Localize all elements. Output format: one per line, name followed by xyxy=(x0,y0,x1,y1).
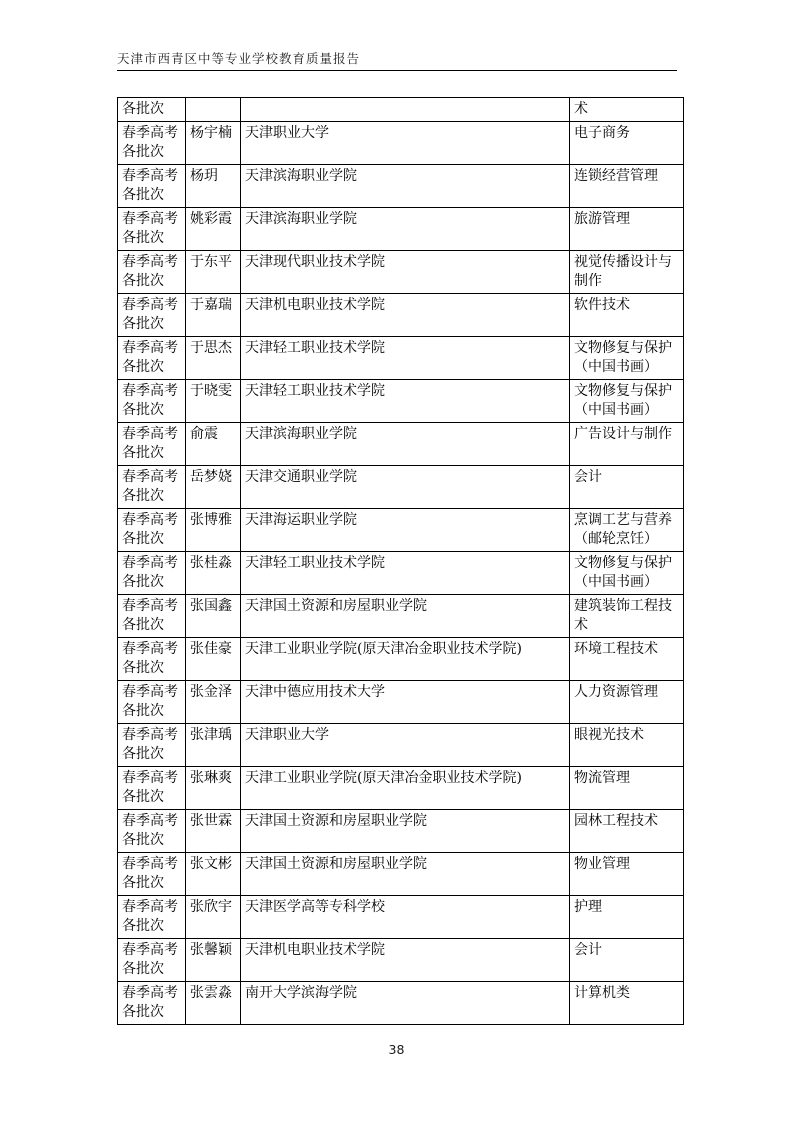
cell-batch: 春季高考各批次 xyxy=(118,853,186,896)
admission-results-table xyxy=(117,97,684,1025)
report-title: 天津市西青区中等专业学校教育质量报告 xyxy=(117,51,361,66)
table-row xyxy=(118,208,684,251)
cell-college: 天津工业职业学院(原天津冶金职业技术学院) xyxy=(241,638,570,681)
cell-batch: 春季高考各批次 xyxy=(118,982,186,1025)
cell-major: 旅游管理 xyxy=(570,208,684,251)
cell-major: 文物修复与保护（中国书画） xyxy=(570,337,684,380)
cell-major: 文物修复与保护（中国书画） xyxy=(570,552,684,595)
header-rule xyxy=(117,70,677,71)
cell-name: 杨玥 xyxy=(186,165,241,208)
cell-name xyxy=(186,98,241,122)
cell-batch: 春季高考各批次 xyxy=(118,896,186,939)
cell-major: 电子商务 xyxy=(570,122,684,165)
table-row xyxy=(118,982,684,1025)
cell-major: 连锁经营管理 xyxy=(570,165,684,208)
cell-major: 园林工程技术 xyxy=(570,810,684,853)
cell-college xyxy=(241,98,570,122)
cell-college: 天津滨海职业学院 xyxy=(241,165,570,208)
results-table-body xyxy=(118,98,684,1025)
cell-college: 天津国土资源和房屋职业学院 xyxy=(241,595,570,638)
cell-batch: 春季高考各批次 xyxy=(118,595,186,638)
cell-college: 天津国土资源和房屋职业学院 xyxy=(241,810,570,853)
cell-batch: 春季高考各批次 xyxy=(118,337,186,380)
table-row xyxy=(118,165,684,208)
cell-batch: 春季高考各批次 xyxy=(118,552,186,595)
cell-college: 天津职业大学 xyxy=(241,724,570,767)
table-row-continuation xyxy=(118,98,684,122)
cell-name: 张桂淼 xyxy=(186,552,241,595)
table-row xyxy=(118,552,684,595)
table-row xyxy=(118,939,684,982)
cell-batch: 春季高考各批次 xyxy=(118,251,186,294)
cell-major: 视觉传播设计与制作 xyxy=(570,251,684,294)
cell-name: 于思杰 xyxy=(186,337,241,380)
cell-college: 天津中德应用技术大学 xyxy=(241,681,570,724)
cell-batch: 春季高考各批次 xyxy=(118,810,186,853)
cell-batch: 春季高考各批次 xyxy=(118,208,186,251)
cell-major: 烹调工艺与营养（邮轮烹饪） xyxy=(570,509,684,552)
table-row xyxy=(118,251,684,294)
cell-major: 人力资源管理 xyxy=(570,681,684,724)
cell-batch: 春季高考各批次 xyxy=(118,165,186,208)
cell-name: 张佳豪 xyxy=(186,638,241,681)
cell-name: 于晓雯 xyxy=(186,380,241,423)
cell-major: 会计 xyxy=(570,939,684,982)
table-row xyxy=(118,681,684,724)
table-row xyxy=(118,380,684,423)
table-row xyxy=(118,466,684,509)
cell-college: 天津海运职业学院 xyxy=(241,509,570,552)
cell-college: 天津轻工职业技术学院 xyxy=(241,380,570,423)
cell-college: 天津机电职业技术学院 xyxy=(241,294,570,337)
cell-major: 物业管理 xyxy=(570,853,684,896)
cell-major: 术 xyxy=(570,98,684,122)
cell-batch: 春季高考各批次 xyxy=(118,294,186,337)
cell-college: 天津职业大学 xyxy=(241,122,570,165)
cell-name: 张文彬 xyxy=(186,853,241,896)
cell-batch: 春季高考各批次 xyxy=(118,122,186,165)
cell-college: 天津交通职业学院 xyxy=(241,466,570,509)
table-row xyxy=(118,509,684,552)
cell-name: 张馨颖 xyxy=(186,939,241,982)
cell-name: 张世霖 xyxy=(186,810,241,853)
cell-college: 天津机电职业技术学院 xyxy=(241,939,570,982)
cell-major: 物流管理 xyxy=(570,767,684,810)
cell-name: 张欣宇 xyxy=(186,896,241,939)
cell-college: 天津轻工职业技术学院 xyxy=(241,337,570,380)
table-row xyxy=(118,767,684,810)
table-row xyxy=(118,423,684,466)
cell-major: 会计 xyxy=(570,466,684,509)
cell-name: 于东平 xyxy=(186,251,241,294)
cell-batch: 各批次 xyxy=(118,98,186,122)
cell-major: 文物修复与保护（中国书画） xyxy=(570,380,684,423)
cell-college: 天津工业职业学院(原天津冶金职业技术学院) xyxy=(241,767,570,810)
cell-college: 天津滨海职业学院 xyxy=(241,423,570,466)
cell-name: 姚彩霞 xyxy=(186,208,241,251)
cell-batch: 春季高考各批次 xyxy=(118,638,186,681)
cell-name: 岳梦娆 xyxy=(186,466,241,509)
cell-name: 俞震 xyxy=(186,423,241,466)
cell-name: 张博雅 xyxy=(186,509,241,552)
cell-major: 广告设计与制作 xyxy=(570,423,684,466)
cell-name: 张琳爽 xyxy=(186,767,241,810)
cell-major: 护理 xyxy=(570,896,684,939)
cell-major: 眼视光技术 xyxy=(570,724,684,767)
cell-major: 建筑装饰工程技术 xyxy=(570,595,684,638)
cell-name: 张津瑀 xyxy=(186,724,241,767)
cell-batch: 春季高考各批次 xyxy=(118,423,186,466)
table-row xyxy=(118,853,684,896)
cell-major: 计算机类 xyxy=(570,982,684,1025)
cell-name: 张国鑫 xyxy=(186,595,241,638)
cell-batch: 春季高考各批次 xyxy=(118,681,186,724)
cell-name: 张雲淼 xyxy=(186,982,241,1025)
cell-batch: 春季高考各批次 xyxy=(118,466,186,509)
cell-name: 杨宇楠 xyxy=(186,122,241,165)
table-row xyxy=(118,638,684,681)
page-number: 38 xyxy=(388,1042,405,1057)
cell-major: 环境工程技术 xyxy=(570,638,684,681)
cell-college: 南开大学滨海学院 xyxy=(241,982,570,1025)
cell-batch: 春季高考各批次 xyxy=(118,380,186,423)
cell-batch: 春季高考各批次 xyxy=(118,509,186,552)
table-row xyxy=(118,337,684,380)
table-row xyxy=(118,294,684,337)
table-row xyxy=(118,122,684,165)
cell-college: 天津滨海职业学院 xyxy=(241,208,570,251)
table-row xyxy=(118,724,684,767)
cell-batch: 春季高考各批次 xyxy=(118,939,186,982)
table-row xyxy=(118,896,684,939)
cell-batch: 春季高考各批次 xyxy=(118,767,186,810)
cell-college: 天津国土资源和房屋职业学院 xyxy=(241,853,570,896)
cell-name: 于嘉瑞 xyxy=(186,294,241,337)
cell-college: 天津医学高等专科学校 xyxy=(241,896,570,939)
cell-name: 张金泽 xyxy=(186,681,241,724)
cell-major: 软件技术 xyxy=(570,294,684,337)
table-row xyxy=(118,810,684,853)
cell-college: 天津轻工职业技术学院 xyxy=(241,552,570,595)
cell-college: 天津现代职业技术学院 xyxy=(241,251,570,294)
table-row xyxy=(118,595,684,638)
cell-batch: 春季高考各批次 xyxy=(118,724,186,767)
